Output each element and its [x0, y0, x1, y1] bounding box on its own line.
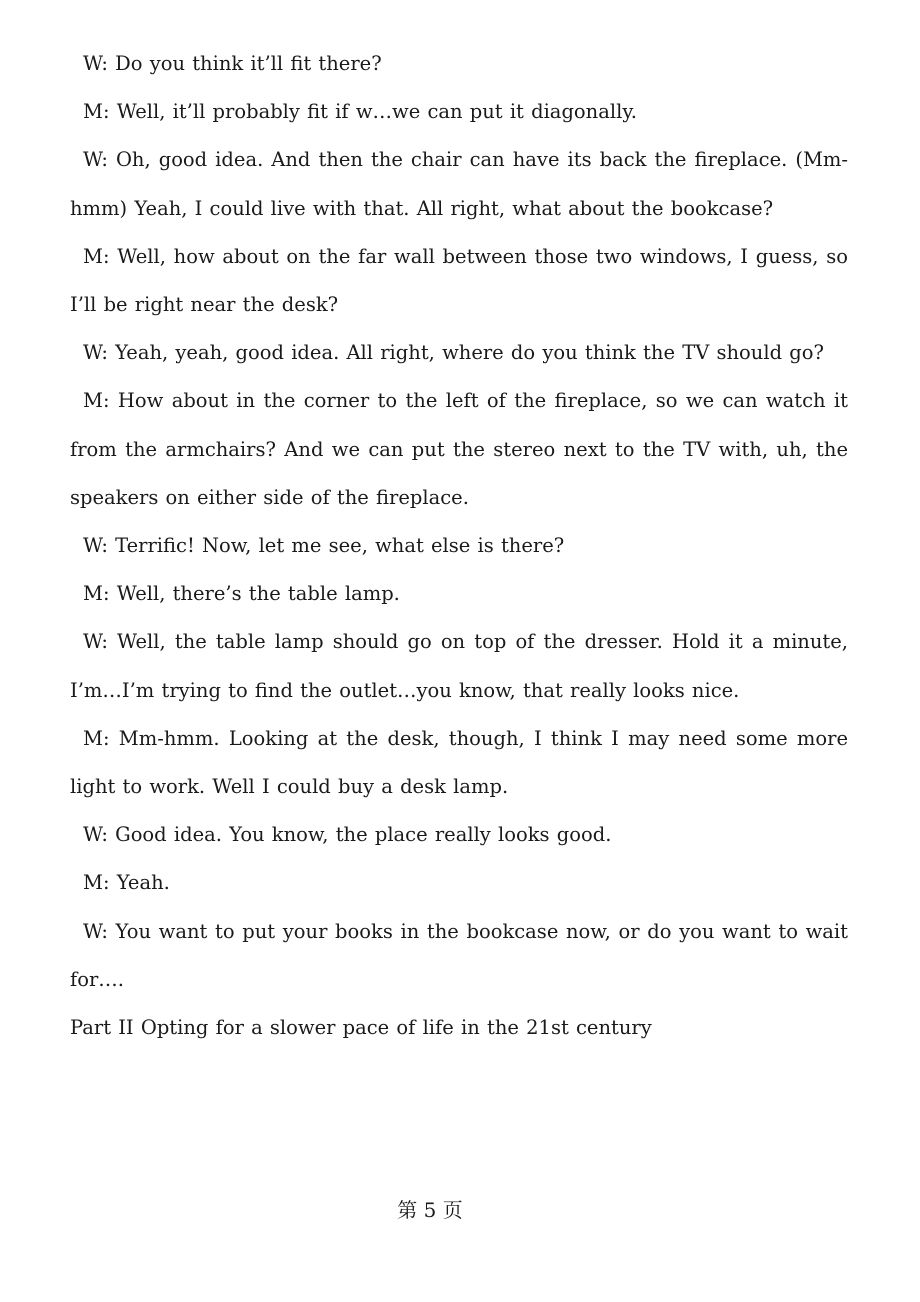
- section-heading: Part II Opting for a slower pace of life in the 21st century: [70, 1016, 652, 1040]
- dialogue-line: M: Yeah.: [83, 871, 170, 895]
- dialogue-line: M: Mm-hmm. Looking at the desk, though, I think I may need some more light to work. Well I could buy a desk lamp.: [70, 726, 848, 799]
- dialogue-line: M: Well, how about on the far wall between those two windows, I guess, so I’ll be right near the desk?: [70, 244, 848, 317]
- dialogue-line: W: Good idea. You know, the place really looks good.: [83, 823, 612, 847]
- page-number: 第 5 页: [397, 1198, 463, 1222]
- dialogue-line: W: You want to put your books in the bookcase now, or do you want to wait for….: [70, 919, 848, 991]
- dialogue-line: M: Well, it’ll probably fit if w…we can put it diagonally.: [83, 100, 637, 124]
- dialogue-line: W: Terrific! Now, let me see, what else is there?: [83, 534, 565, 558]
- document-page: [70, 40, 848, 1052]
- dialogue-line: M: How about in the corner to the left of the fireplace, so we can watch it from the armchairs? And we can put the stereo next to the TV with, uh, the speakers on either side of the fireplace.: [70, 389, 848, 509]
- dialogue-line: W: Well, the table lamp should go on top of the dresser. Hold it a minute, I’m…I’m trying to find the outlet…you know, that really looks nice.: [70, 630, 848, 702]
- dialogue-line: M: Well, there’s the table lamp.: [83, 582, 400, 606]
- dialogue-line: W: Do you think it’ll fit there?: [83, 52, 382, 75]
- dialogue-line: W: Yeah, yeah, good idea. All right, where do you think the TV should go?: [83, 341, 824, 365]
- dialogue-line: W: Oh, good idea. And then the chair can have its back the fireplace. (Mm-hmm) Yeah, I could live with that. All right, what about the bookcase?: [70, 148, 848, 220]
